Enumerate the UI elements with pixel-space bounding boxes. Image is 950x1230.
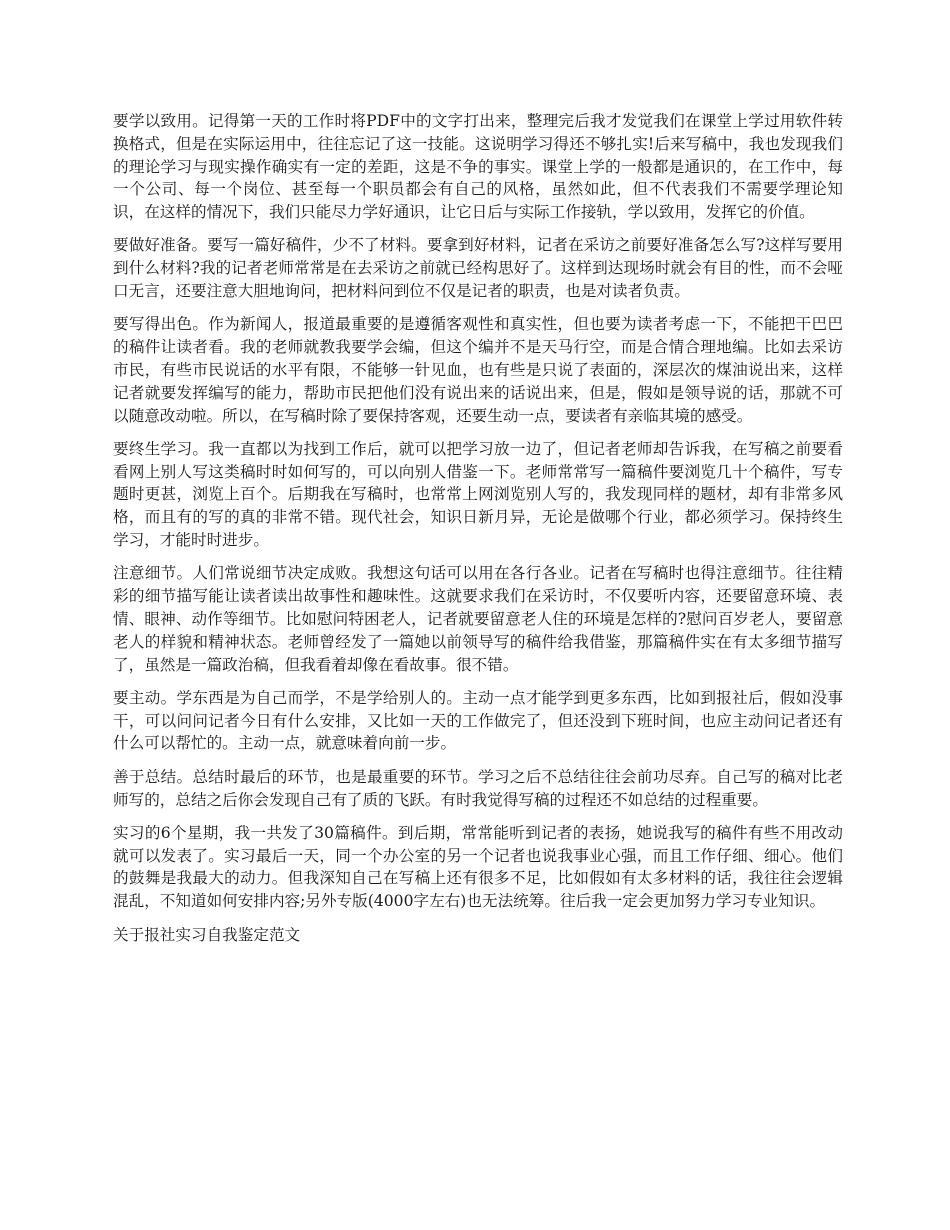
paragraph-preparation: 要做好准备。要写一篇好稿件，少不了材料。要拿到好材料，记者在采访之前要好准备怎么写?这样写要用到什么材料?我的记者老师常常是在去采访之前就已经构思好了。这样到达现场时就会有目的性，而不会哑口无言，还要注意大胆地询问，把材料问到位不仅是记者的职责，也是对读者负责。 <box>113 236 843 301</box>
paragraph-internship-result: 实习的6个星期，我一共发了30篇稿件。到后期，常常能听到记者的表扬，她说我写的稿件有些不用改动就可以发表了。实习最后一天，同一个办公室的另一个记者也说我事业心强，而且工作仔细、细心。他们的鼓舞是我最大的动力。但我深知自己在写稿上还有很多不足，比如假如有太多材料的话，我往往会逻辑混乱，不知道如何安排内容;另外专版(4000字左右)也无法统筹。往后我一定会更加努力学习专业知识。 <box>113 823 843 911</box>
paragraph-write-well: 要写得出色。作为新闻人，报道最重要的是遵循客观性和真实性，但也要为读者考虑一下，不能把干巴巴的稿件让读者看。我的老师就教我要学会编，但这个编并不是天马行空，而是合情合理地编。比如去采访市民，有些市民说话的水平有限，不能够一针见血，也有些是只说了表面的，深层次的煤油说出来，这样记者就要发挥编写的能力，帮助市民把他们没有说出来的话说出来，但是，假如是领导说的话，那就不可以随意改动啦。所以，在写稿时除了要保持客观，还要生动一点，要读者有亲临其境的感受。 <box>113 315 843 425</box>
paragraph-closing-title: 关于报社实习自我鉴定范文 <box>113 925 301 944</box>
paragraph-summary: 善于总结。总结时最后的环节，也是最重要的环节。学习之后不总结往往会前功尽弃。自己写的稿对比老师写的，总结之后你会发现自己有了质的飞跃。有时我觉得写稿的过程还不如总结的过程重要。 <box>113 767 843 809</box>
paragraph-lifelong-learning: 要终生学习。我一直都以为找到工作后，就可以把学习放一边了，但记者老师却告诉我，在写稿之前要看看网上别人写这类稿时时如何写的，可以向别人借鉴一下。老师常常写一篇稿件要浏览几十个稿件，写专题时更甚，浏览上百个。后期我在写稿时，也常常上网浏览别人写的，我发现同样的题材，却有非常多风格，而且有的写的真的非常不错。现代社会，知识日新月异，无论是做哪个行业，都必须学习。保持终生学习，才能时时进步。 <box>113 439 843 550</box>
paragraph-initiative: 要主动。学东西是为自己而学，不是学给别人的。主动一点才能学到更多东西，比如到报社后，假如没事干，可以问问记者今日有什么安排，又比如一天的工作做完了，但还没到下班时间，也应主动问记者还有什么可以帮忙的。主动一点，就意味着向前一步。 <box>113 688 843 753</box>
document-body <box>113 110 843 957</box>
paragraph-details: 注意细节。人们常说细节决定成败。我想这句话可以用在各行各业。记者在写稿时也得注意细节。往往精彩的细节描写能让读者读出故事性和趣味性。这就要求我们在采访时，不仅要听内容，还要留意环境、表情、眼神、动作等细节。比如慰问特困老人，记者就要留意老人住的环境是怎样的?慰问百岁老人，要留意老人的样貌和精神状态。老师曾经发了一篇她以前领导写的稿件给我借鉴，那篇稿件实在有太多细节描写了，虽然是一篇政治稿，但我看着却像在看故事。很不错。 <box>113 564 843 674</box>
paragraph-apply-learning: 要学以致用。记得第一天的工作时将PDF中的文字打出来，整理完后我才发觉我们在课堂上学过用软件转换格式，但是在实际运用中，往往忘记了这一技能。这说明学习得还不够扎实!后来写稿中，我也发现我们的理论学习与现实操作确实有一定的差距，这是不争的事实。课堂上学的一般都是通识的，在工作中，每一个公司、每一个岗位、甚至每一个职员都会有自己的风格，虽然如此，但不代表我们不需要学理论知识，在这样的情况下，我们只能尽力学好通识，让它日后与实际工作接轨，学以致用，发挥它的价值。 <box>113 112 843 222</box>
